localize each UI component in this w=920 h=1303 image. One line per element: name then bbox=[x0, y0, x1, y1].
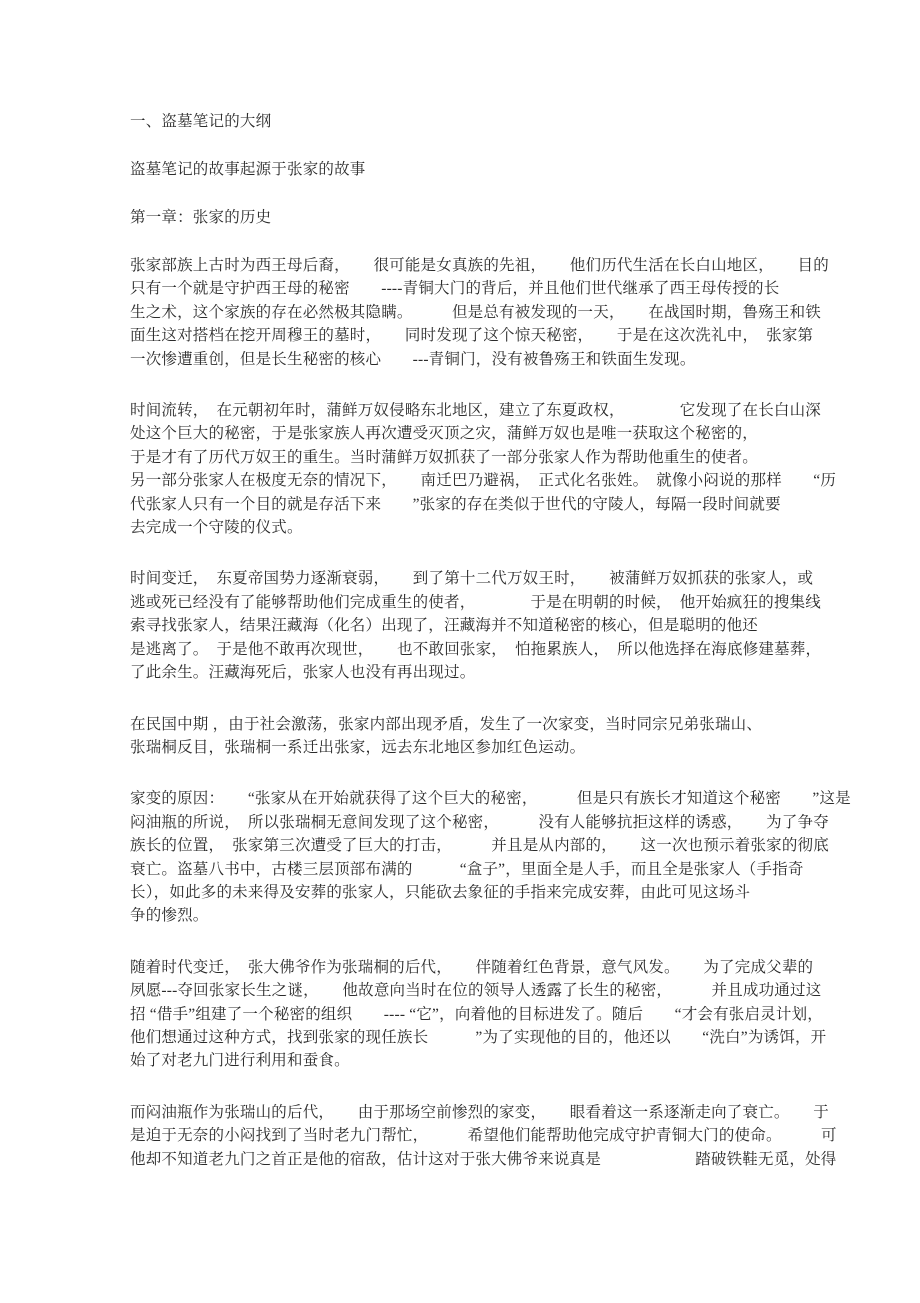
text-line: 张瑞桐反目，张瑞桐一系迁出张家，远去东北地区参加红色运动。 bbox=[130, 738, 586, 756]
outline-title: 一、盗墓笔记的大纲 bbox=[130, 113, 272, 130]
text-line: 随着时代变迁， 张大佛爷作为张瑞桐的后代， 伴随着红色背景，意气风发。 为了完成父辈的 bbox=[130, 958, 814, 976]
story-origin-subtitle: 盗墓笔记的故事起源于张家的故事 bbox=[130, 161, 366, 178]
text-line: 夙愿---夺回张家长生之谜， 他故意向当时在位的领导人透露了长生的秘密， 并且成功通过这 bbox=[130, 982, 822, 1000]
document-body bbox=[130, 254, 850, 1171]
text-line: 族长的位置， 张家第三次遭受了巨大的打击， 并且是从内部的， 这一次也预示着张家的彻底 bbox=[130, 837, 829, 855]
text-line: 逃或死已经没有了能够帮助他们完成重生的使者， 于是在明朝的时候， 他开始疯狂的搜集线 bbox=[130, 593, 822, 611]
text-line: 在民国中期 ，由于社会激荡，张家内部出现矛盾，发生了一次家变，当时同宗兄弟张瑞山、 bbox=[130, 715, 763, 733]
text-line: 是迫于无奈的小闷找到了当时老九门帮忙， 希望他们能帮助他完成守护青铜大门的使命。 可 bbox=[130, 1127, 837, 1145]
text-line: 衰亡。盗墓八书中，古楼三层顶部布满的 “盒子”，里面全是人手，而且全是张家人（手指奇 bbox=[130, 860, 804, 878]
text-line: 处这个巨大的秘密，于是张家族人再次遭受灭顶之灾，蒲鲜万奴也是唯一获取这个秘密的， bbox=[130, 425, 759, 443]
text-line: 而闷油瓶作为张瑞山的后代， 由于那场空前惨烈的家变， 眼看着这一系逐渐走向了衰亡。 于 bbox=[130, 1103, 829, 1121]
text-line: 长），如此多的未来得及安葬的张家人，只能砍去象征的手指来完成安葬，由此可见这场斗 bbox=[130, 883, 751, 901]
text-line: 争的惨烈。 bbox=[130, 907, 209, 925]
text-line: 一次惨遭重创，但是长生秘密的核心 ---青铜门，没有被鲁殇王和铁面生发现。 bbox=[130, 350, 696, 368]
paragraph bbox=[130, 399, 850, 539]
text-line: 索寻找张家人，结果汪藏海（化名）出现了，汪藏海并不知道秘密的核心，但是聪明的他还 bbox=[130, 617, 759, 635]
text-line: 张家部族上古时为西王母后裔， 很可能是女真族的先祖， 他们历代生活在长白山地区， 目的 bbox=[130, 257, 829, 274]
text-line: 代张家人只有一个目的就是存活下来 ”张家的存在类似于世代的守陵人，每隔一段时间就要 bbox=[130, 495, 781, 513]
paragraph bbox=[130, 1101, 850, 1171]
chapter-one-heading: 第一章：张家的历史 bbox=[130, 209, 272, 226]
text-line: 他们想通过这种方式，找到张家的现任族长 ”为了实现他的目的，他还以 “洗白”为诱饵，开 bbox=[130, 1028, 827, 1046]
text-line: 时间变迁， 东夏帝国势力逐渐衰弱， 到了第十二代万奴王时， 被蒲鲜万奴抓获的张家人，或 bbox=[130, 570, 814, 588]
text-line: 生之术，这个家族的存在必然极其隐瞒。 但是总有被发现的一天， 在战国时期，鲁殇王和铁 bbox=[130, 303, 822, 321]
text-line: 时间流转， 在元朝初年时，蒲鲜万奴侵略东北地区，建立了东夏政权， 它发现了在长白山深 bbox=[130, 402, 822, 420]
text-line: 只有一个就是守护西王母的秘密 ----青铜大门的背后，并且他们世代继承了西王母传授的长 bbox=[130, 280, 780, 298]
paragraph bbox=[130, 254, 850, 371]
text-line: 是逃离了。 于是他不敢再次现世， 也不敢回张家， 怕拖累族人， 所以他选择在海底修建墓葬， bbox=[130, 640, 822, 658]
text-line: 面生这对搭档在挖开周穆王的墓时， 同时发现了这个惊天秘密， 于是在这次洗礼中， 张家第 bbox=[130, 327, 814, 345]
text-line: 他却不知道老九门之首正是他的宿敌，估计这对于张大佛爷来说真是 踏破铁鞋无觅，处得 bbox=[130, 1150, 837, 1168]
text-line: 家变的原因： “张家从在开始就获得了这个巨大的秘密， 但是只有族长才知道这个秘密 ”这是 bbox=[130, 790, 851, 808]
paragraph bbox=[130, 956, 850, 1073]
text-line: 另一部分张家人在极度无奈的情况下， 南迁巴乃避祸， 正式化名张姓。 就像小闷说的那样 “历 bbox=[130, 472, 837, 490]
paragraph bbox=[130, 567, 850, 684]
text-line: 于是才有了历代万奴王的重生。当时蒲鲜万奴抓获了一部分张家人作为帮助他重生的使者。 bbox=[130, 448, 759, 466]
paragraph bbox=[130, 713, 850, 760]
text-line: 去完成一个守陵的仪式。 bbox=[130, 519, 303, 537]
paragraph bbox=[130, 787, 850, 927]
text-line: 招 “借手”组建了一个秘密的组织 ---- “它”，向着他的目标进发了。随后 “才会有张启灵计划， bbox=[130, 1005, 823, 1023]
text-line: 始了对老九门进行利用和蚕食。 bbox=[130, 1052, 350, 1070]
text-line: 闷油瓶的所说， 所以张瑞桐无意间发现了这个秘密， 没有人能够抗拒这样的诱惑， 为了争夺 bbox=[130, 813, 829, 831]
text-line: 了此余生。汪藏海死后，张家人也没有再出现过。 bbox=[130, 664, 476, 682]
